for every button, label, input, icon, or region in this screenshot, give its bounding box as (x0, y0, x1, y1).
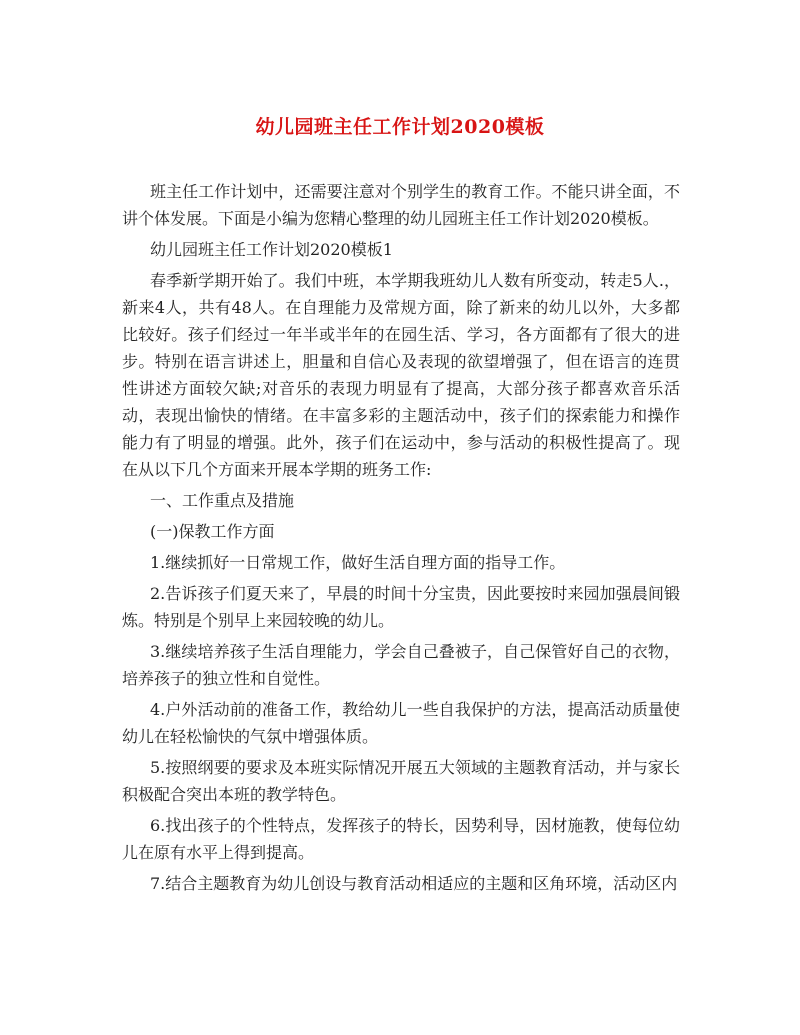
list-item-4: 4.户外活动前的准备工作，教给幼儿一些自我保护的方法，提高活动质量使幼儿在轻松愉快的气氛中增强体质。 (122, 700, 680, 746)
list-item-5: 5.按照纲要的要求及本班实际情况开展五大领域的主题教育活动，并与家长积极配合突出本班的教学特色。 (122, 758, 680, 804)
section-heading-template-1: 幼儿园班主任工作计划2020模板1 (150, 240, 393, 259)
document-title: 幼儿园班主任工作计划2020模板 (255, 116, 545, 138)
list-item-1: 1.继续抓好一日常规工作，做好生活自理方面的指导工作。 (150, 553, 566, 572)
document-body (122, 178, 680, 901)
intro-paragraph: 班主任工作计划中，还需要注意对个别学生的教育工作。不能只讲全面，不讲个体发展。下面是小编为您精心整理的幼儿园班主任工作计划2020模板。 (122, 182, 680, 228)
section-heading-key-work: 一、工作重点及措施 (150, 491, 295, 510)
list-item-7: 7.结合主题教育为幼儿创设与教育活动相适应的主题和区角环境，活动区内 (150, 874, 678, 893)
list-item-6: 6.找出孩子的个性特点，发挥孩子的特长，因势利导，因材施教，使每位幼儿在原有水平上得到提高。 (122, 816, 680, 862)
list-item-2: 2.告诉孩子们夏天来了，早晨的时间十分宝贵，因此要按时来园加强晨间锻炼。特别是个别早上来园较晚的幼儿。 (122, 584, 680, 630)
subsection-heading-care-education: (一)保教工作方面 (150, 522, 275, 541)
class-overview-paragraph: 春季新学期开始了。我们中班，本学期我班幼儿人数有所变动，转走5人.，新来4人，共有48人。在自理能力及常规方面，除了新来的幼儿以外，大多都比较好。孩子们经过一年半或半年的在园生活、学习，各方面都有了很大的进步。特别在语言讲述上，胆量和自信心及表现的欲望增强了，但在语言的连贯性讲述方面较欠缺;对音乐的表现力明显有了提高，大部分孩子都喜欢音乐活动，表现出愉快的情绪。在丰富多彩的主题活动中，孩子们的探索能力和操作能力有了明显的增强。此外，孩子们在运动中，参与活动的积极性提高了。现在从以下几个方面来开展本学期的班务工作: (122, 271, 680, 479)
list-item-3: 3.继续培养孩子生活自理能力，学会自己叠被子，自己保管好自己的衣物，培养孩子的独立性和自觉性。 (122, 642, 680, 688)
